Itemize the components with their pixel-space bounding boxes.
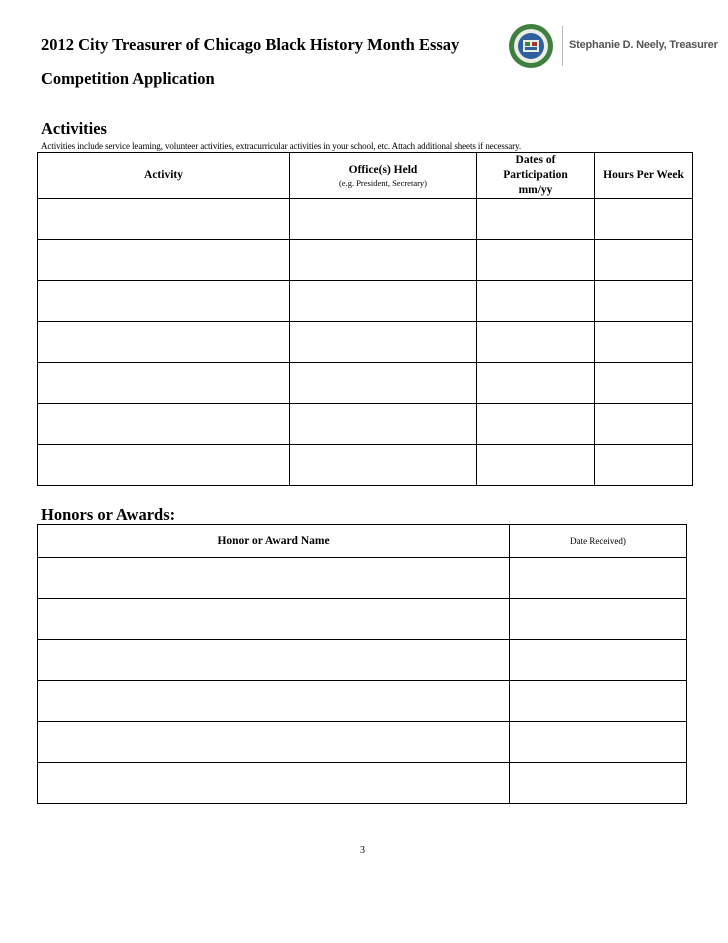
activity-cell[interactable]	[38, 363, 290, 404]
date-received-cell[interactable]	[510, 722, 687, 763]
dates-cell[interactable]	[477, 322, 595, 363]
city-seal-logo	[506, 22, 556, 70]
hours-cell[interactable]	[595, 281, 693, 322]
award-name-cell[interactable]	[38, 763, 510, 804]
table-row	[38, 445, 693, 486]
activity-cell[interactable]	[38, 445, 290, 486]
office-cell[interactable]	[290, 199, 477, 240]
document-subtitle: Competition Application	[41, 69, 215, 88]
office-cell[interactable]	[290, 281, 477, 322]
award-name-cell[interactable]	[38, 681, 510, 722]
dates-label-2: Participation	[503, 169, 568, 181]
hours-cell[interactable]	[595, 363, 693, 404]
office-cell[interactable]	[290, 240, 477, 281]
dates-cell[interactable]	[477, 445, 595, 486]
table-header-row	[38, 525, 687, 558]
activity-cell[interactable]	[38, 404, 290, 445]
table-header-row	[38, 153, 693, 199]
logo-divider	[562, 26, 563, 66]
honors-table	[37, 524, 687, 804]
table-row	[38, 281, 693, 322]
column-header-hours: Hours Per Week	[595, 153, 693, 199]
office-cell[interactable]	[290, 404, 477, 445]
activities-instructions: Activities include service learning, volunteer activities, extracurricular activities in your school, etc. Attach additional sheets if necessary.	[41, 141, 521, 151]
award-name-cell[interactable]	[38, 640, 510, 681]
column-header-date-received: Date Received)	[510, 525, 687, 558]
dates-cell[interactable]	[477, 363, 595, 404]
column-header-dates	[477, 153, 595, 199]
table-row	[38, 199, 693, 240]
hours-cell[interactable]	[595, 445, 693, 486]
dates-label-1: Dates of	[515, 154, 556, 166]
page-number: 3	[360, 845, 365, 856]
activity-cell[interactable]	[38, 322, 290, 363]
dates-label-3: mm/yy	[518, 184, 553, 196]
date-received-cell[interactable]	[510, 763, 687, 804]
table-row	[38, 404, 693, 445]
date-received-cell[interactable]	[510, 681, 687, 722]
table-row	[38, 363, 693, 404]
table-row	[38, 681, 687, 722]
hours-cell[interactable]	[595, 240, 693, 281]
hours-cell[interactable]	[595, 404, 693, 445]
activities-heading: Activities	[41, 119, 107, 138]
hours-cell[interactable]	[595, 322, 693, 363]
date-received-cell[interactable]	[510, 558, 687, 599]
table-row	[38, 558, 687, 599]
table-row	[38, 599, 687, 640]
honors-heading: Honors or Awards:	[41, 505, 176, 524]
table-row	[38, 640, 687, 681]
column-header-offices	[290, 153, 477, 199]
column-header-award-name: Honor or Award Name	[38, 525, 510, 558]
table-row	[38, 763, 687, 804]
activity-cell[interactable]	[38, 199, 290, 240]
office-cell[interactable]	[290, 445, 477, 486]
table-row	[38, 722, 687, 763]
table-row	[38, 240, 693, 281]
offices-label: Office(s) Held	[348, 163, 418, 176]
document-title: 2012 City Treasurer of Chicago Black History Month Essay	[41, 35, 460, 54]
date-received-cell[interactable]	[510, 640, 687, 681]
dates-cell[interactable]	[477, 199, 595, 240]
dates-cell[interactable]	[477, 404, 595, 445]
dates-cell[interactable]	[477, 240, 595, 281]
table-row	[38, 322, 693, 363]
treasurer-name: Stephanie D. Neely, Treasurer	[569, 39, 718, 51]
award-name-cell[interactable]	[38, 722, 510, 763]
office-cell[interactable]	[290, 322, 477, 363]
activities-table	[37, 152, 693, 486]
award-name-cell[interactable]	[38, 558, 510, 599]
column-header-activity: Activity	[38, 153, 290, 199]
hours-cell[interactable]	[595, 199, 693, 240]
activity-cell[interactable]	[38, 240, 290, 281]
office-cell[interactable]	[290, 363, 477, 404]
award-name-cell[interactable]	[38, 599, 510, 640]
activity-cell[interactable]	[38, 281, 290, 322]
date-received-cell[interactable]	[510, 599, 687, 640]
dates-cell[interactable]	[477, 281, 595, 322]
offices-example: (e.g. President, Secretary)	[338, 177, 428, 188]
